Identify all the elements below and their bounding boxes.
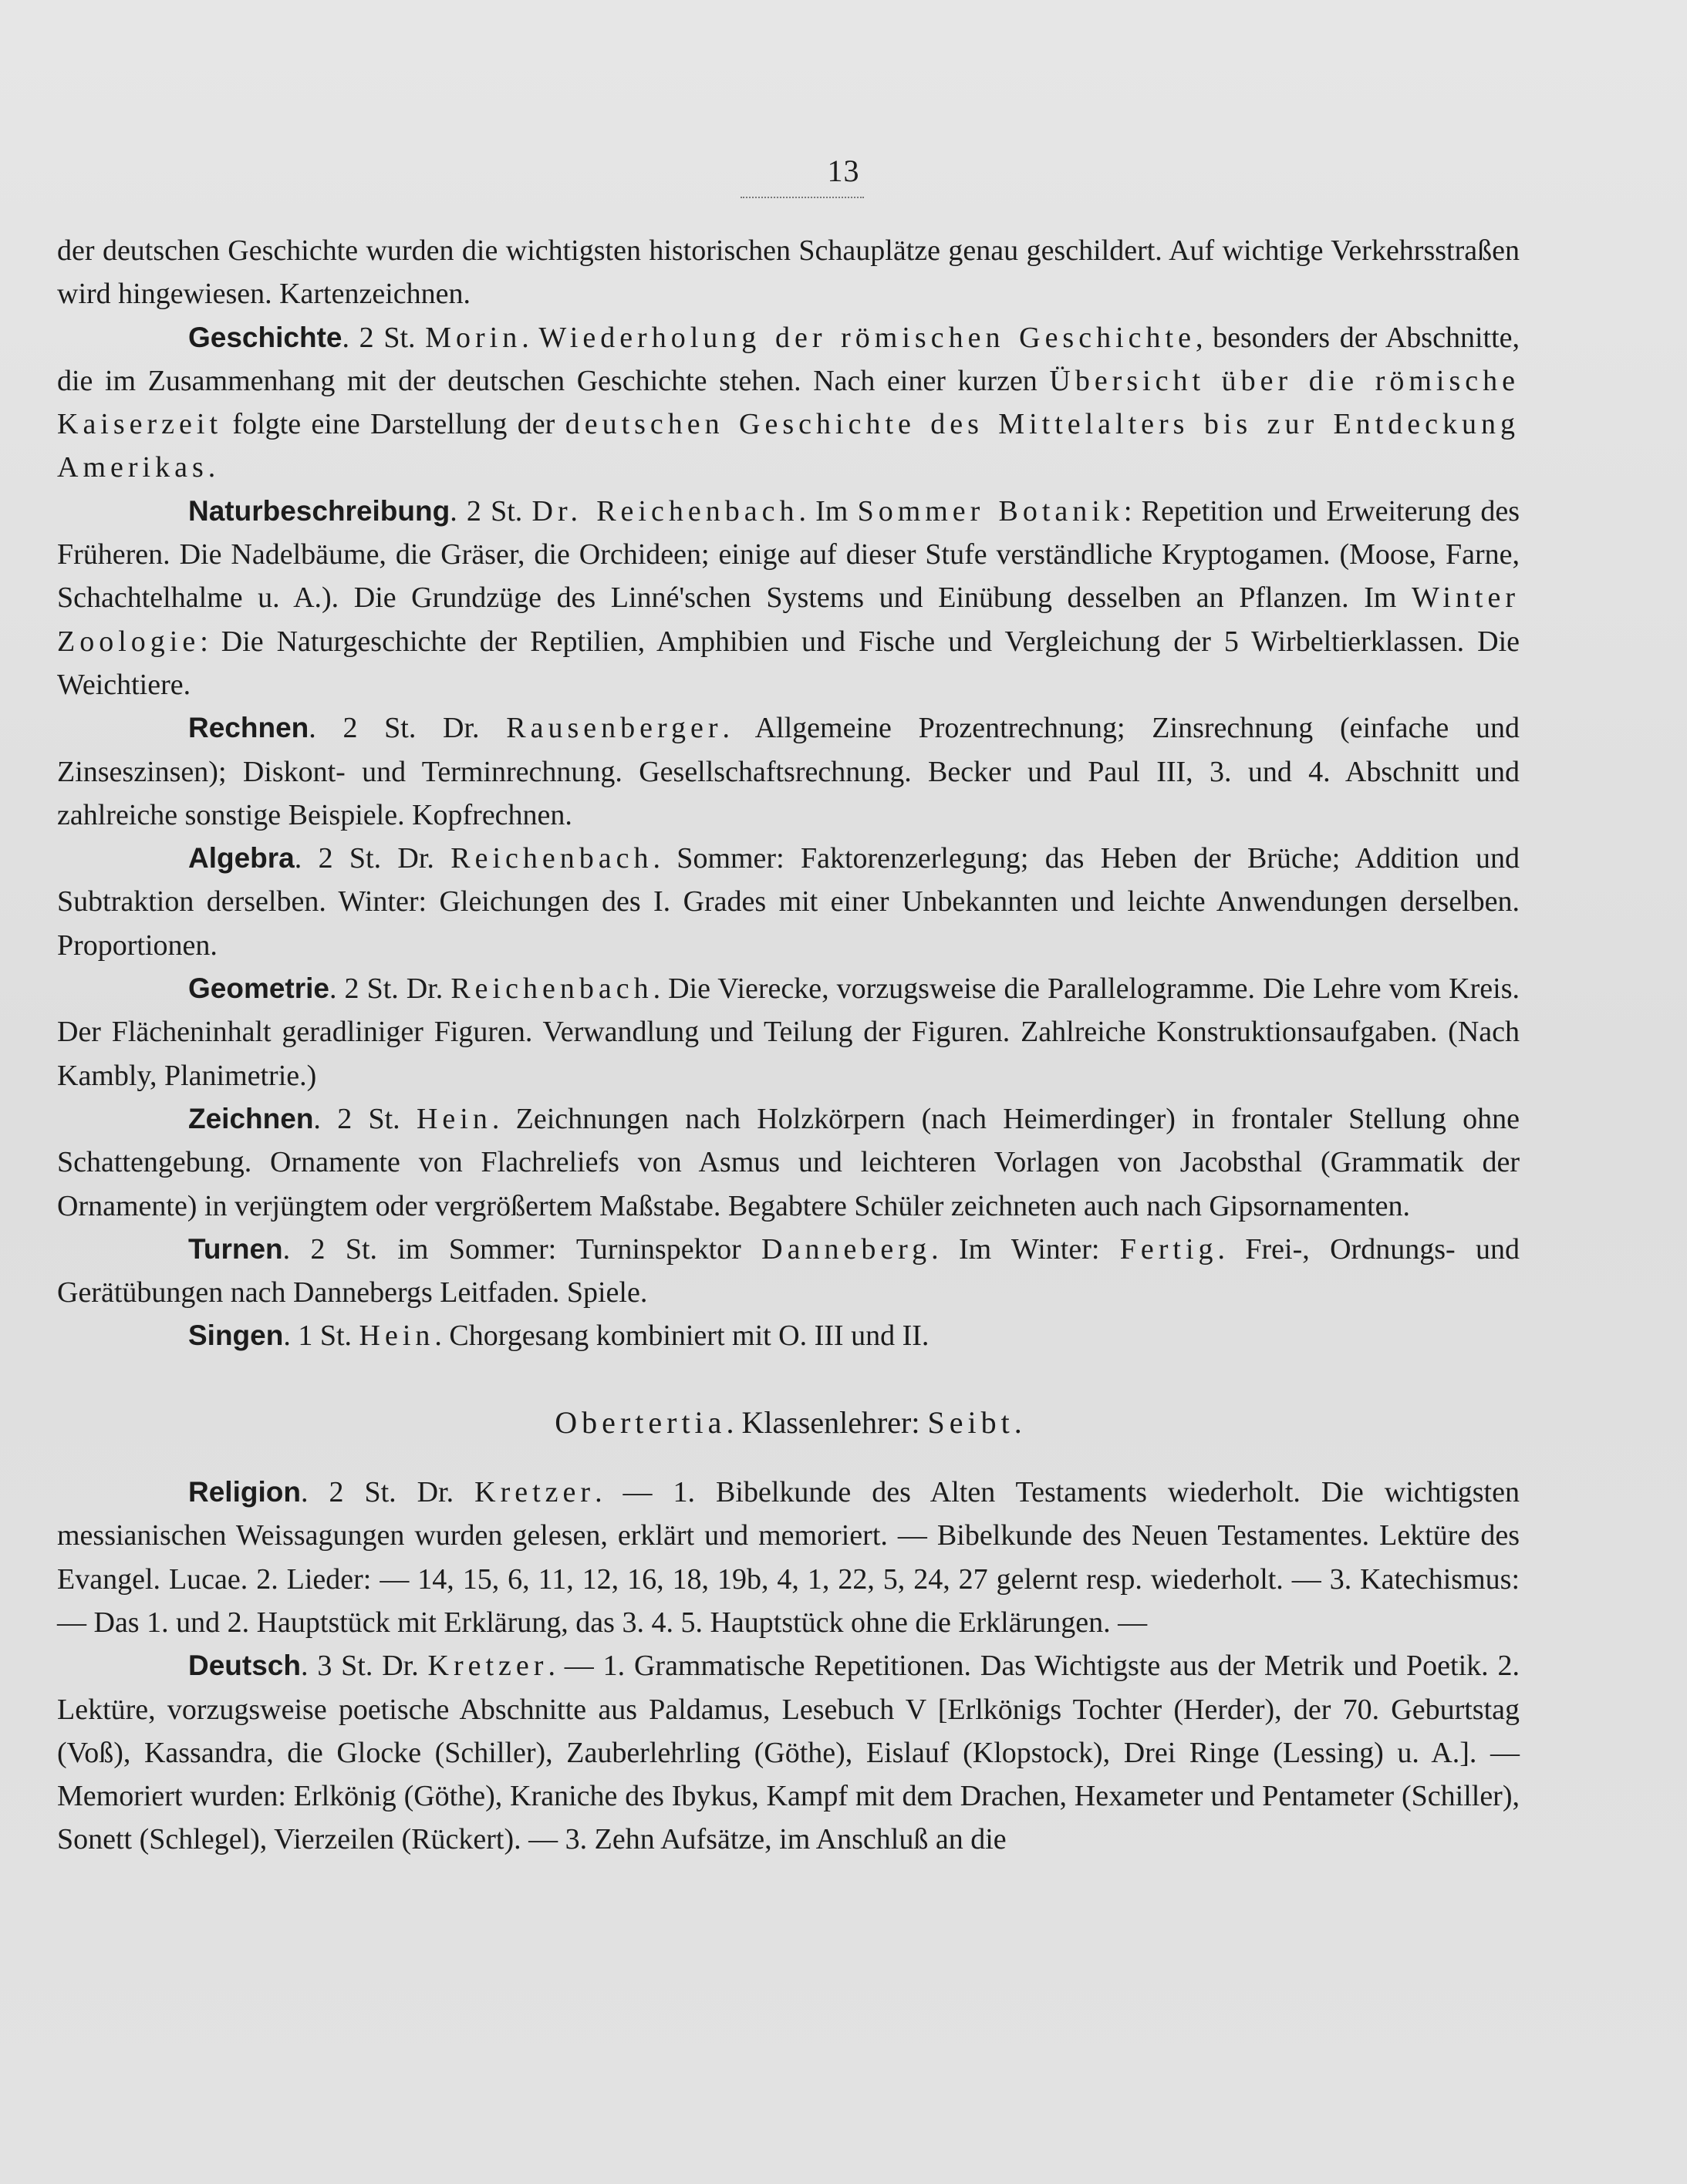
text-run: . 2 St. Dr. [329,972,451,1006]
text-run: . 2 St. Dr. [294,842,451,875]
subject-title: Turnen [188,1232,283,1265]
subject-paragraph [57,316,1520,490]
subject-title: Algebra [188,842,295,875]
spaced-text: Dr. Reichenbach [531,494,799,527]
section-heading [57,1401,1520,1444]
spaced-text: Obertertia [555,1404,727,1440]
text-run: . Klassenlehrer: [726,1404,928,1440]
subject-paragraph [57,1097,1520,1228]
subject-paragraph [57,1314,1520,1357]
spaced-text: Hein [359,1320,435,1353]
text-run: . [1014,1404,1022,1440]
text-run: . Zeichnungen nach Holzkörpern (nach Heimerdinger) in frontaler Stellung ohne Schattengebung. Ornamente von Flachreliefs von Asmus und leichteren Vorlagen von Jacobsthal (Grammatik der Ornamente) in verjüngtem oder vergrößertem Maßstabe. Begabtere Schüler zeichneten auch nach Gipsornamenten. [57,1102,1520,1222]
text-run: . Die Vierecke, vorzugsweise die Parallelogramme. Die Lehre vom Kreis. Der Flächeninhalt geradliniger Figuren. Verwandlung und Teilung der Figuren. Zahlreiche Konstruktionsaufgaben. (Nach Kambly, Planimetrie.) [57,972,1520,1092]
subject-title: Rechnen [188,712,309,744]
subject-title: Geometrie [188,972,330,1005]
subject-paragraph [57,967,1520,1097]
spaced-text: Sommer Botanik [857,494,1124,527]
subject-title: Geschichte [188,321,342,353]
text-run: . 2 St. [342,321,426,354]
spaced-text: deutschen Geschichte des Mittelalters bis zur Entdeckung Amerikas [57,408,1520,484]
text-run: . 2 St. im Sommer: Turninspektor [282,1232,762,1266]
text-run: , besonders der Abschnitte, die im Zusammenhang mit der deutschen Geschichte stehen. Nach einer kurzen [57,321,1520,397]
text-run: . Frei-, Ordnungs- und Gerätübungen nach Dannebergs Leitfaden. Spiele. [57,1232,1520,1309]
text-run: . [208,451,216,484]
spaced-text: Morin [425,321,522,354]
spaced-text: Reichenbach [450,842,653,875]
subject-paragraph [57,490,1520,706]
subject-paragraph [57,706,1520,837]
text-run: : Repetition und Erweiterung des Früheren. Die Nadelbäume, die Gräser, die Orchideen; einige auf dieser Stufe verständliche Kryptogamen. (Moose, Farne, Schachtelhalme u. A.). Die Grundzüge des Linné'schen Systems und Einübung desselben an Pflanzen. Im [57,494,1520,615]
subject-title: Naturbeschreibung [188,494,450,527]
body-text [57,229,1520,1862]
text-run: . Sommer: Faktorenzerlegung; das Heben der Brüche; Addition und Subtraktion derselben. Winter: Gleichungen des I. Grades mit einer Unbekannten und leichte Anwendungen derselben. Proportionen. [57,842,1520,962]
text-run: : Die Naturgeschichte der Reptilien, Amphibien und Fische und Vergleichung der 5 Wirbeltierklassen. Die Weichtiere. [57,625,1520,701]
subject-title: Zeichnen [188,1102,314,1134]
text-run: folgte eine Darstellung der [222,408,565,441]
text-run: . Im Winter: [931,1232,1120,1266]
spaced-text: Rausenberger [506,712,723,745]
spaced-text: Kretzer [474,1476,596,1509]
text-run: . 2 St. Dr. [300,1476,475,1509]
page-number-rule [741,197,864,198]
spaced-text: Fertig [1119,1232,1218,1266]
subject-paragraph [57,1228,1520,1315]
subject-paragraph [57,837,1520,967]
spaced-text: Hein [416,1102,492,1135]
spaced-text: Seibt [927,1404,1014,1440]
text-run: . Chorgesang kombiniert mit O. III und II. [434,1320,930,1353]
text-run: . — 1. Bibelkunde des Alten Testaments wiederholt. Die wichtigsten messianischen Weissagungen wurden gelesen, erklärt und memoriert. — Bibelkunde des Neuen Testamentes. Lektüre des Evangel. Lucae. 2. Lieder: — 14, 15, 6, 11, 12, 16, 18, 19b, 4, 1, 22, 5, 24, 27 gelernt resp. wiederholt. — 3. Katechismus: — Das 1. und 2. Hauptstück mit Erklärung, das 3. 4. 5. Hauptstück ohne die Erklärungen. — [57,1476,1520,1639]
spaced-text: Winter Zoologie [57,581,1520,658]
text-run: . 3 St. Dr. [300,1650,428,1683]
spaced-text: Wiederholung der römischen Geschichte [538,321,1196,354]
subject-paragraph [57,1471,1520,1644]
text-run: . Allgemeine Prozentrechnung; Zinsrechnung (einfache und Zinseszinsen); Diskont- und Terminrechnung. Gesellschaftsrechnung. Becker und Paul III, 3. und 4. Abschnitt und zahlreiche sonstige Beispiele. Kopfrechnen. [57,712,1520,831]
spaced-text: Kretzer [427,1650,548,1683]
text-run: . — 1. Grammatische Repetitionen. Das Wichtigste aus der Metrik und Poetik. 2. Lektüre, vorzugsweise poetische Abschnitte aus Paldamus, Lesebuch V [Erlkönigs Tochter (Herder), der 70. Geburtstag (Voß), Kassandra, die Glocke (Schiller), Zauberlehrling (Göthe), Eislauf (Klopstock), Drei Ringe (Lessing) u. A.]. — Memoriert wurden: Erlkönig (Göthe), Kraniche des Ibykus, Kampf mit dem Drachen, Hexameter und Pentameter (Schiller), Sonett (Schlegel), Vierzeilen (Rückert). — 3. Zehn Aufsätze, im Anschluß an die [57,1650,1520,1856]
page-number: 13 [827,153,860,188]
paragraph-continuation [57,229,1520,316]
spaced-text: Reichenbach [450,972,653,1006]
text-run: der deutschen Geschichte wurden die wichtigsten historischen Schauplätze genau geschildert. Auf wichtige Verkehrsstraßen wird hingewiesen. Kartenzeichnen. [57,234,1520,311]
text-run: . 2 St. Dr. [309,712,507,745]
spaced-text: Danneberg [761,1232,932,1266]
subject-title: Singen [188,1320,284,1352]
subject-title: Deutsch [188,1650,301,1682]
text-run: . Im [798,494,858,527]
spaced-text: Übersicht über die römische Kaiserzeit [57,364,1520,441]
text-run: . [521,321,539,354]
subject-paragraph [57,1644,1520,1861]
text-run: . 2 St. [450,494,532,527]
text-run: . 1 St. [283,1320,359,1353]
text-run: . 2 St. [313,1102,417,1135]
subject-title: Religion [188,1476,301,1508]
